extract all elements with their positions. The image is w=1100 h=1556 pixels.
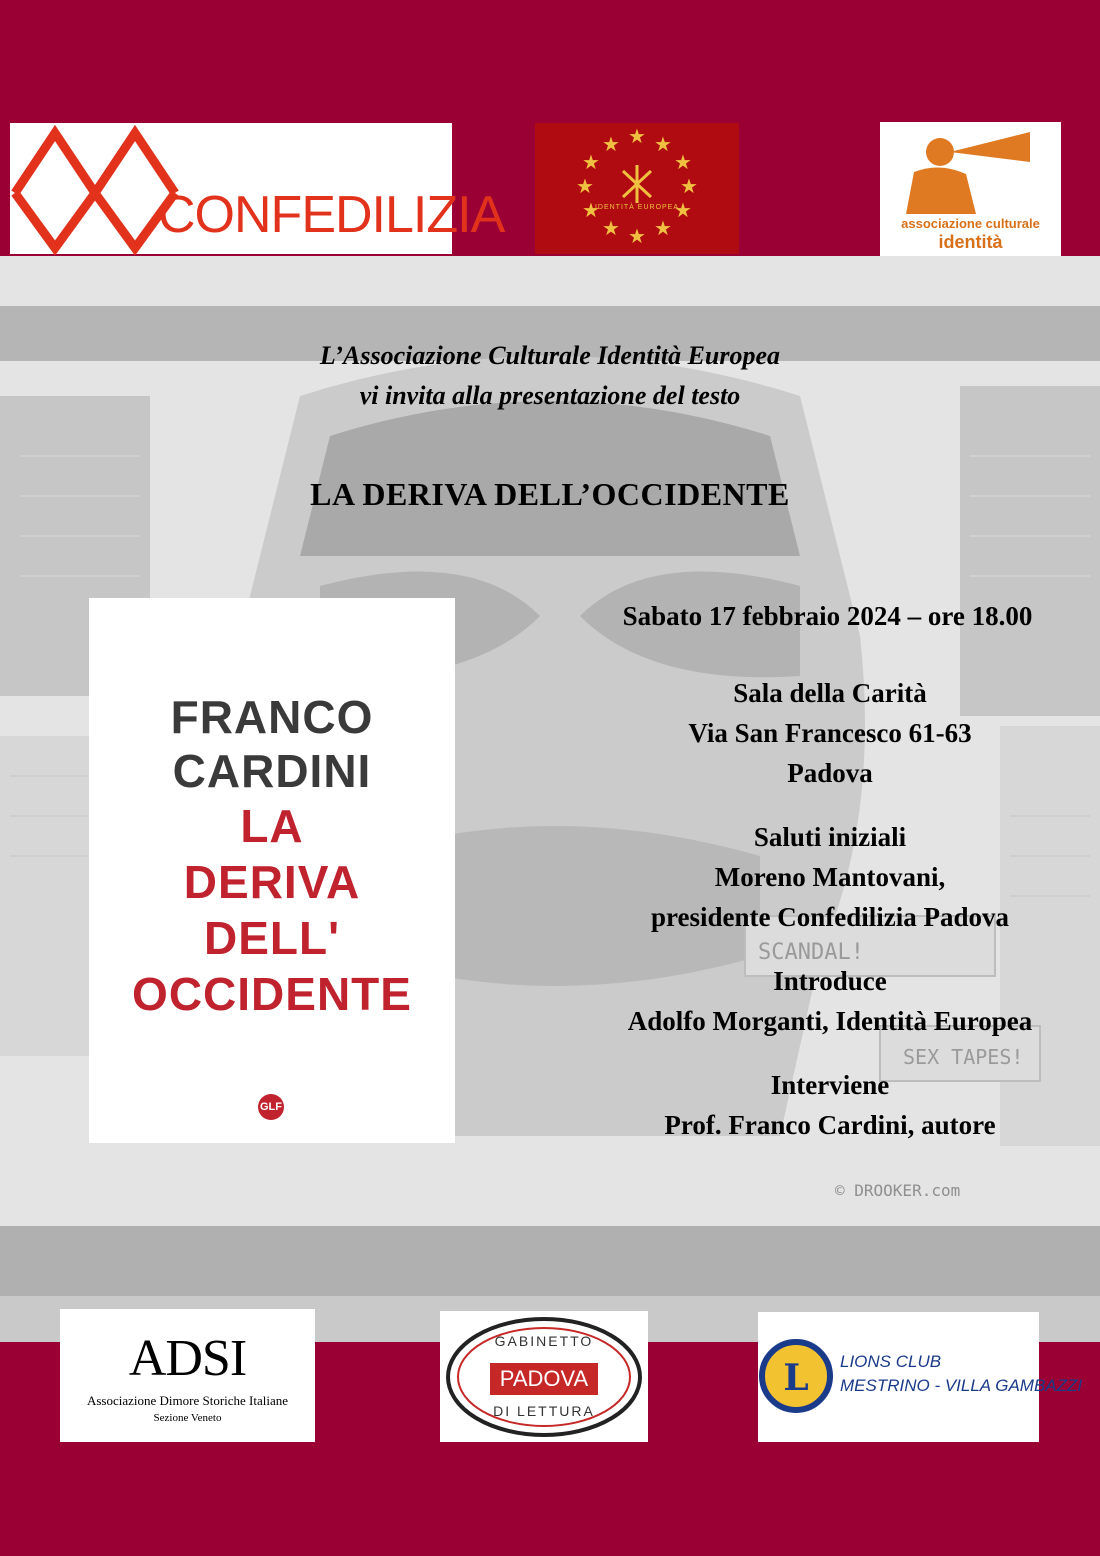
book-author [89, 690, 455, 798]
introduction-person: Adolfo Morganti, Identità Europea [627, 1006, 1033, 1036]
svg-text:★: ★ [628, 124, 646, 148]
svg-text:★: ★ [602, 132, 620, 156]
svg-text:★: ★ [674, 150, 692, 174]
speaker-label: Interviene [770, 1070, 890, 1100]
identita-tagline: associazione culturale [901, 216, 1040, 231]
book-author-first: FRANCO [170, 691, 374, 743]
adsi-logo [60, 1309, 315, 1442]
invitation-intro [200, 336, 900, 416]
book-author-last: CARDINI [172, 745, 372, 797]
svg-text:★: ★ [602, 216, 620, 240]
svg-text:L: L [783, 1357, 809, 1399]
svg-text:★: ★ [654, 132, 672, 156]
venue [580, 673, 1080, 793]
book-title-line-3: DELL' [203, 912, 341, 964]
book-title-line-2: DERIVA [183, 856, 361, 908]
adsi-subtitle: Associazione Dimore Storiche Italiane [86, 1393, 289, 1408]
identita-culturale-logo [880, 122, 1061, 256]
svg-text:★: ★ [582, 150, 600, 174]
greetings-role: presidente Confedilizia Padova [650, 902, 1009, 932]
adsi-wordmark: ADSI [128, 1330, 247, 1387]
publisher-logo: GLF [258, 1094, 284, 1120]
sign-sex-tapes: SEX TAPES! [903, 1045, 1024, 1069]
event-date: Sabato 17 febbraio 2024 – ore 18.00 [622, 601, 1033, 631]
gabinetto-top-text: GABINETTO [494, 1333, 594, 1349]
svg-text:★: ★ [582, 198, 600, 222]
introduction-label: Introduce [773, 966, 887, 996]
identita-europea-logo [535, 123, 739, 254]
identita-wordmark: identità [938, 232, 1003, 252]
svg-text:★: ★ [654, 216, 672, 240]
lions-line-2: MESTRINO - VILLA GAMBAZZI [840, 1376, 1083, 1395]
svg-text:★: ★ [674, 198, 692, 222]
book-title-line-1: LA [240, 800, 304, 852]
gabinetto-city: PADOVA [490, 1363, 598, 1395]
adsi-section: Sezione Veneto [153, 1412, 222, 1424]
gabinetto-bottom-text: DI LETTURA [493, 1403, 595, 1419]
book-cover [89, 598, 455, 1143]
svg-text:★: ★ [576, 174, 594, 198]
artist-credit: © DROOKER.com [835, 1181, 961, 1200]
speaker-person: Prof. Franco Cardini, autore [664, 1110, 996, 1140]
event-details [580, 673, 1080, 1169]
book-title [89, 798, 455, 1022]
intro-line-2: vi invita alla presentazione del testo [359, 381, 741, 410]
greetings-label: Saluti iniziali [753, 822, 907, 852]
intro-line-1: L’Associazione Culturale Identità Europea [319, 341, 781, 370]
event-title: LA DERIVA DELL’OCCIDENTE [310, 476, 790, 512]
lions-club-logo [758, 1312, 1083, 1442]
svg-text:★: ★ [628, 224, 646, 248]
confedilizia-wordmark: CONFEDILIZIA [158, 186, 505, 244]
speaker [580, 1065, 1080, 1145]
greetings [580, 817, 1080, 937]
venue-name: Sala della Carità [733, 678, 927, 708]
confedilizia-logo [10, 123, 505, 254]
svg-text:★: ★ [680, 174, 698, 198]
venue-city: Padova [787, 758, 873, 788]
gabinetto-di-lettura-logo [440, 1311, 648, 1442]
identita-europea-wordmark: IDENTITÀ EUROPEA [594, 204, 680, 211]
introduction [580, 961, 1080, 1041]
book-title-line-4: OCCIDENTE [132, 968, 412, 1020]
lions-line-1: LIONS CLUB [840, 1352, 942, 1371]
greetings-person: Moreno Mantovani, [714, 862, 946, 892]
sign-scandal: SCANDAL! [758, 940, 864, 965]
venue-address: Via San Francesco 61-63 [688, 718, 972, 748]
